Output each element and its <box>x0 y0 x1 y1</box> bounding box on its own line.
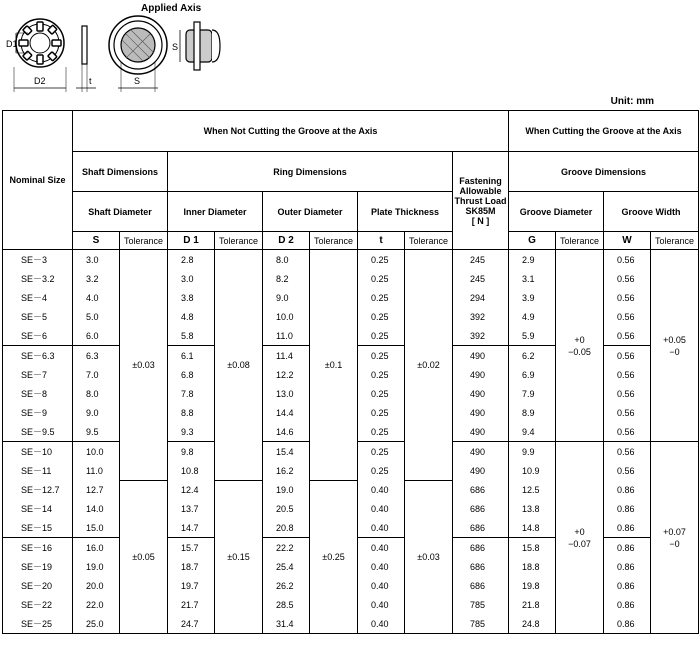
d1-cell: 4.8 <box>168 307 215 326</box>
d1-cell: 9.8 <box>168 442 215 462</box>
nominal-size-cell: SE－6.3 <box>3 346 73 366</box>
d1-cell: 6.1 <box>168 346 215 366</box>
g-cell: 21.8 <box>509 595 556 614</box>
thrust-load-cell: 686 <box>453 538 509 558</box>
w-symbol: W <box>604 232 651 250</box>
thrust-load-cell: 686 <box>453 557 509 576</box>
w-cell: 0.56 <box>604 442 651 462</box>
d1-cell: 19.7 <box>168 576 215 595</box>
g-cell: 7.9 <box>509 384 556 403</box>
d2-cell: 22.2 <box>263 538 310 558</box>
shaft-diameter-header: Shaft Diameter <box>73 192 168 232</box>
d1-cell: 12.4 <box>168 480 215 499</box>
d2-cell: 11.4 <box>263 346 310 366</box>
shaft-dimensions-header: Shaft Dimensions <box>73 152 168 192</box>
thrust-load-cell: 294 <box>453 288 509 307</box>
t-cell: 0.25 <box>358 365 405 384</box>
w-cell: 0.56 <box>604 307 651 326</box>
d2-cell: 13.0 <box>263 384 310 403</box>
d1-cell: 6.8 <box>168 365 215 384</box>
s-cell: 11.0 <box>73 461 120 480</box>
thrust-load-cell: 785 <box>453 614 509 634</box>
washer-front-view <box>6 19 66 92</box>
t-cell: 0.40 <box>358 538 405 558</box>
d2-cell: 11.0 <box>263 326 310 346</box>
s-cell: 10.0 <box>73 442 120 462</box>
g-cell: 18.8 <box>509 557 556 576</box>
w-cell: 0.56 <box>604 422 651 442</box>
d1-cell: 5.8 <box>168 326 215 346</box>
d2-cell: 12.2 <box>263 365 310 384</box>
w-tolerance: +0.07 −0 <box>651 442 699 634</box>
table-row <box>3 250 699 270</box>
w-cell: 0.56 <box>604 461 651 480</box>
d1-cell: 18.7 <box>168 557 215 576</box>
dimensions-table <box>2 110 699 634</box>
thrust-load-cell: 686 <box>453 480 509 499</box>
thrust-load-cell: 245 <box>453 269 509 288</box>
d1-cell: 14.7 <box>168 518 215 538</box>
t-cell: 0.25 <box>358 250 405 270</box>
d2-cell: 25.4 <box>263 557 310 576</box>
s-cell: 6.3 <box>73 346 120 366</box>
groove-width-header: Groove Width <box>604 192 699 232</box>
t-cell: 0.40 <box>358 614 405 634</box>
tolerance-header: Tolerance <box>120 232 168 250</box>
g-cell: 6.2 <box>509 346 556 366</box>
tolerance-header: Tolerance <box>556 232 604 250</box>
s-cell: 4.0 <box>73 288 120 307</box>
d2-cell: 31.4 <box>263 614 310 634</box>
thrust-load-cell: 785 <box>453 595 509 614</box>
t-cell: 0.25 <box>358 403 405 422</box>
w-cell: 0.56 <box>604 269 651 288</box>
nominal-size-cell: SE－3 <box>3 250 73 270</box>
d1-cell: 9.3 <box>168 422 215 442</box>
t-cell: 0.25 <box>358 346 405 366</box>
s-tolerance: ±0.05 <box>120 480 168 634</box>
s-cell: 16.0 <box>73 538 120 558</box>
d2-cell: 8.0 <box>263 250 310 270</box>
t-cell: 0.40 <box>358 499 405 518</box>
d2-tolerance: ±0.1 <box>310 250 358 481</box>
s-cell: 19.0 <box>73 557 120 576</box>
d2-cell: 28.5 <box>263 595 310 614</box>
g-symbol: G <box>509 232 556 250</box>
g-cell: 9.4 <box>509 422 556 442</box>
d2-cell: 20.8 <box>263 518 310 538</box>
nominal-size-cell: SE－8 <box>3 384 73 403</box>
ring-dimensions-header: Ring Dimensions <box>168 152 453 192</box>
w-cell: 0.56 <box>604 384 651 403</box>
t-cell: 0.40 <box>358 518 405 538</box>
t-cell: 0.25 <box>358 422 405 442</box>
d2-cell: 9.0 <box>263 288 310 307</box>
d2-symbol: D 2 <box>263 232 310 250</box>
s-cell: 20.0 <box>73 576 120 595</box>
nominal-size-cell: SE－3.2 <box>3 269 73 288</box>
nominal-size-cell: SE－5 <box>3 307 73 326</box>
t-cell: 0.40 <box>358 576 405 595</box>
w-cell: 0.86 <box>604 595 651 614</box>
t-cell: 0.25 <box>358 384 405 403</box>
fastening-load-header: Fastening Allowable Thrust Load SK85M [ N ] <box>453 152 509 250</box>
thrust-load-cell: 392 <box>453 326 509 346</box>
nominal-size-cell: SE－9.5 <box>3 422 73 442</box>
tolerance-header: Tolerance <box>215 232 263 250</box>
inner-diameter-header: Inner Diameter <box>168 192 263 232</box>
s-cell: 12.7 <box>73 480 120 499</box>
d1-tolerance: ±0.15 <box>215 480 263 634</box>
t-cell: 0.40 <box>358 480 405 499</box>
d1-cell: 2.8 <box>168 250 215 270</box>
shaft-side-view <box>172 22 220 70</box>
t-cell: 0.25 <box>358 288 405 307</box>
nominal-size-cell: SE－16 <box>3 538 73 558</box>
nominal-size-header: Nominal Size <box>3 111 73 250</box>
thrust-load-cell: 490 <box>453 442 509 462</box>
nominal-size-cell: SE－15 <box>3 518 73 538</box>
s-cell: 14.0 <box>73 499 120 518</box>
w-cell: 0.56 <box>604 250 651 270</box>
d2-cell: 8.2 <box>263 269 310 288</box>
w-cell: 0.86 <box>604 576 651 595</box>
d2-tolerance: ±0.25 <box>310 480 358 634</box>
unit-label: Unit: mm <box>610 96 654 107</box>
t-tolerance: ±0.03 <box>405 480 453 634</box>
s-cell: 15.0 <box>73 518 120 538</box>
nominal-size-cell: SE－22 <box>3 595 73 614</box>
w-cell: 0.86 <box>604 557 651 576</box>
d2-cell: 19.0 <box>263 480 310 499</box>
d1-cell: 21.7 <box>168 595 215 614</box>
cutting-header: When Cutting the Groove at the Axis <box>509 111 699 152</box>
g-cell: 14.8 <box>509 518 556 538</box>
w-cell: 0.86 <box>604 538 651 558</box>
tolerance-header: Tolerance <box>651 232 699 250</box>
t-label: t <box>89 76 92 86</box>
g-cell: 15.8 <box>509 538 556 558</box>
d2-cell: 15.4 <box>263 442 310 462</box>
thrust-load-cell: 490 <box>453 346 509 366</box>
s-cell: 8.0 <box>73 384 120 403</box>
g-cell: 6.9 <box>509 365 556 384</box>
g-cell: 24.8 <box>509 614 556 634</box>
w-cell: 0.56 <box>604 403 651 422</box>
thrust-load-cell: 490 <box>453 403 509 422</box>
g-cell: 10.9 <box>509 461 556 480</box>
nominal-size-cell: SE－12.7 <box>3 480 73 499</box>
t-cell: 0.40 <box>358 557 405 576</box>
thrust-load-cell: 490 <box>453 461 509 480</box>
g-cell: 5.9 <box>509 326 556 346</box>
tolerance-header: Tolerance <box>405 232 453 250</box>
t-cell: 0.25 <box>358 461 405 480</box>
thrust-load-cell: 392 <box>453 307 509 326</box>
nominal-size-cell: SE－25 <box>3 614 73 634</box>
w-cell: 0.56 <box>604 288 651 307</box>
t-cell: 0.25 <box>358 269 405 288</box>
w-cell: 0.56 <box>604 326 651 346</box>
nominal-size-cell: SE－6 <box>3 326 73 346</box>
nominal-size-cell: SE－14 <box>3 499 73 518</box>
g-cell: 3.1 <box>509 269 556 288</box>
w-cell: 0.56 <box>604 365 651 384</box>
w-cell: 0.86 <box>604 480 651 499</box>
w-cell: 0.56 <box>604 346 651 366</box>
s-cell: 3.2 <box>73 269 120 288</box>
nominal-size-cell: SE－7 <box>3 365 73 384</box>
nominal-size-cell: SE－11 <box>3 461 73 480</box>
nominal-size-cell: SE－10 <box>3 442 73 462</box>
w-cell: 0.86 <box>604 614 651 634</box>
d2-cell: 16.2 <box>263 461 310 480</box>
thrust-load-cell: 490 <box>453 384 509 403</box>
nominal-size-cell: SE－4 <box>3 288 73 307</box>
s-cell: 22.0 <box>73 595 120 614</box>
s-tolerance: ±0.03 <box>120 250 168 481</box>
d2-label: D2 <box>34 76 46 86</box>
g-cell: 3.9 <box>509 288 556 307</box>
nominal-size-cell: SE－20 <box>3 576 73 595</box>
thrust-load-cell: 245 <box>453 250 509 270</box>
g-cell: 12.5 <box>509 480 556 499</box>
d1-cell: 15.7 <box>168 538 215 558</box>
d2-cell: 20.5 <box>263 499 310 518</box>
t-symbol: t <box>358 232 405 250</box>
s-cell: 9.5 <box>73 422 120 442</box>
nominal-size-cell: SE－9 <box>3 403 73 422</box>
washer-side-view <box>76 26 96 92</box>
d1-cell: 24.7 <box>168 614 215 634</box>
t-cell: 0.40 <box>358 595 405 614</box>
g-cell: 8.9 <box>509 403 556 422</box>
s-cell: 5.0 <box>73 307 120 326</box>
s-cell: 3.0 <box>73 250 120 270</box>
washer-drawings <box>0 0 700 92</box>
s-label-front: S <box>134 76 141 86</box>
g-cell: 9.9 <box>509 442 556 462</box>
d1-cell: 13.7 <box>168 499 215 518</box>
t-cell: 0.25 <box>358 326 405 346</box>
not-cutting-header: When Not Cutting the Groove at the Axis <box>73 111 509 152</box>
w-cell: 0.86 <box>604 499 651 518</box>
d1-cell: 8.8 <box>168 403 215 422</box>
s-label-side: S <box>172 42 179 52</box>
d2-cell: 14.4 <box>263 403 310 422</box>
s-cell: 6.0 <box>73 326 120 346</box>
w-cell: 0.86 <box>604 518 651 538</box>
thrust-load-cell: 686 <box>453 576 509 595</box>
groove-diameter-header: Groove Diameter <box>509 192 604 232</box>
d1-label: D1 <box>6 39 18 49</box>
nominal-size-cell: SE－19 <box>3 557 73 576</box>
s-cell: 9.0 <box>73 403 120 422</box>
thrust-load-cell: 686 <box>453 499 509 518</box>
g-cell: 19.8 <box>509 576 556 595</box>
outer-diameter-header: Outer Diameter <box>263 192 358 232</box>
t-cell: 0.25 <box>358 442 405 462</box>
plate-thickness-header: Plate Thickness <box>358 192 453 232</box>
d2-cell: 14.6 <box>263 422 310 442</box>
s-cell: 25.0 <box>73 614 120 634</box>
applied-axis-label: Applied Axis <box>141 3 202 14</box>
w-tolerance: +0.05 −0 <box>651 250 699 442</box>
g-cell: 4.9 <box>509 307 556 326</box>
thrust-load-cell: 490 <box>453 422 509 442</box>
g-tolerance: +0 −0.07 <box>556 442 604 634</box>
d1-cell: 3.8 <box>168 288 215 307</box>
g-tolerance: +0 −0.05 <box>556 250 604 442</box>
groove-dimensions-header: Groove Dimensions <box>509 152 699 192</box>
d2-cell: 26.2 <box>263 576 310 595</box>
thrust-load-cell: 490 <box>453 365 509 384</box>
t-cell: 0.25 <box>358 307 405 326</box>
g-cell: 2.9 <box>509 250 556 270</box>
d1-tolerance: ±0.08 <box>215 250 263 481</box>
d1-cell: 10.8 <box>168 461 215 480</box>
tolerance-header: Tolerance <box>310 232 358 250</box>
thrust-load-cell: 686 <box>453 518 509 538</box>
d1-symbol: D 1 <box>168 232 215 250</box>
g-cell: 13.8 <box>509 499 556 518</box>
d1-cell: 3.0 <box>168 269 215 288</box>
washer-applied-view <box>109 16 167 92</box>
d2-cell: 10.0 <box>263 307 310 326</box>
s-symbol: S <box>73 232 120 250</box>
s-cell: 7.0 <box>73 365 120 384</box>
t-tolerance: ±0.02 <box>405 250 453 481</box>
d1-cell: 7.8 <box>168 384 215 403</box>
